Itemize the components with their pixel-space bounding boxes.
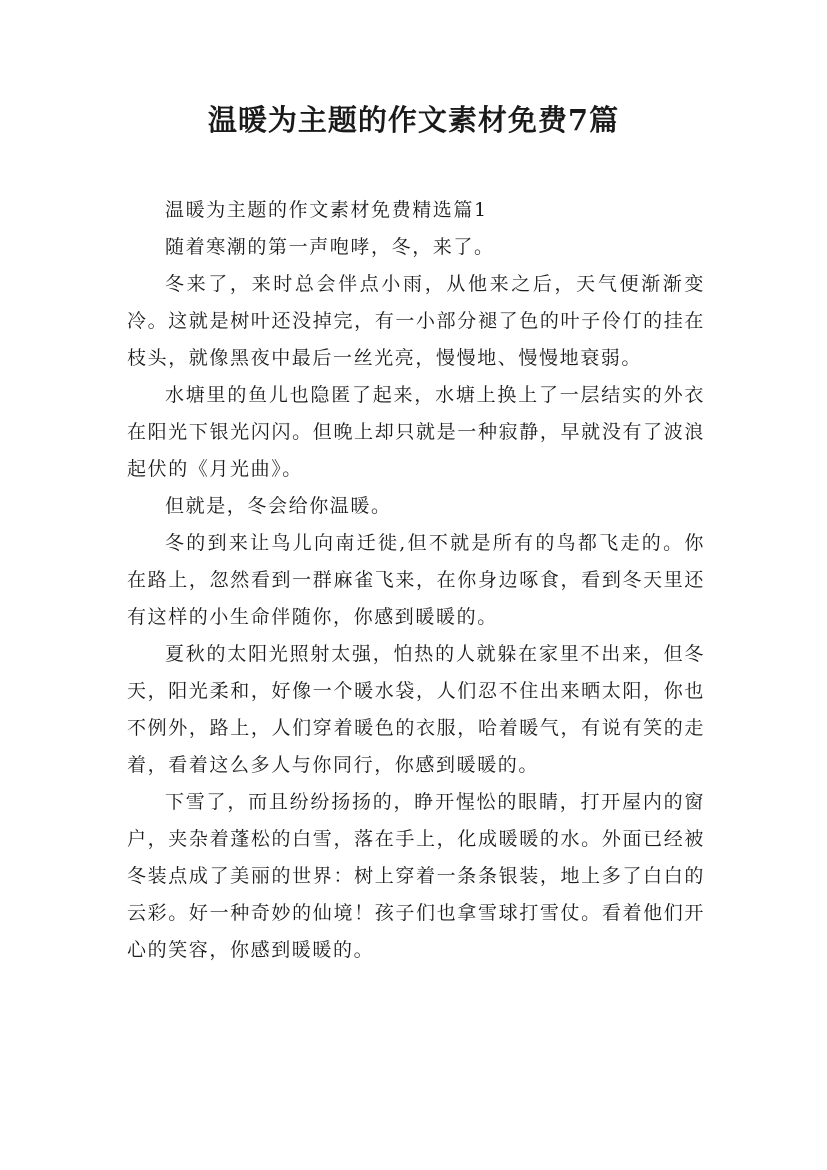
document-title: 温暖为主题的作文素材免费7篇 (207, 103, 620, 137)
paragraph: 冬来了，来时总会伴点小雨，从他来之后，天气便渐渐变冷。这就是树叶还没掉完，有一小部分褪了色的叶子伶仃的挂在枝头，就像黑夜中最后一丝光亮，慢慢地、慢慢地衰弱。 (127, 273, 705, 369)
paragraph: 水塘里的鱼儿也隐匿了起来，水塘上换上了一层结实的外衣在阳光下银光闪闪。但晚上却只就是一种寂静，早就没有了波浪起伏的《月光曲》。 (127, 384, 705, 480)
paragraph: 随着寒潮的第一声咆哮，冬，来了。 (165, 236, 495, 258)
paragraph: 冬的到来让鸟儿向南迁徙,但不就是所有的鸟都飞走的。你在路上，忽然看到一群麻雀飞来，在你身边啄食，看到冬天里还有这样的小生命伴随你，你感到暖暖的。 (127, 532, 705, 628)
paragraph: 夏秋的太阳光照射太强，怕热的人就躲在家里不出来，但冬天，阳光柔和，好像一个暖水袋，人们忍不住出来晒太阳，你也不例外，路上，人们穿着暖色的衣服，哈着暖气，有说有笑的走着，看着这么多人与你同行，你感到暖暖的。 (127, 643, 705, 776)
document-body (127, 192, 705, 969)
section-heading: 温暖为主题的作文素材免费精选篇1 (165, 199, 488, 221)
paragraph: 下雪了，而且纷纷扬扬的，睁开惺忪的眼睛，打开屋内的窗户，夹杂着蓬松的白雪，落在手上，化成暖暖的水。外面已经被冬装点成了美丽的世界：树上穿着一条条银装，地上多了白白的云彩。好一种奇妙的仙境！孩子们也拿雪球打雪仗。看着他们开心的笑容，你感到暖暖的。 (127, 791, 705, 961)
paragraph: 但就是，冬会给你温暖。 (165, 495, 392, 517)
